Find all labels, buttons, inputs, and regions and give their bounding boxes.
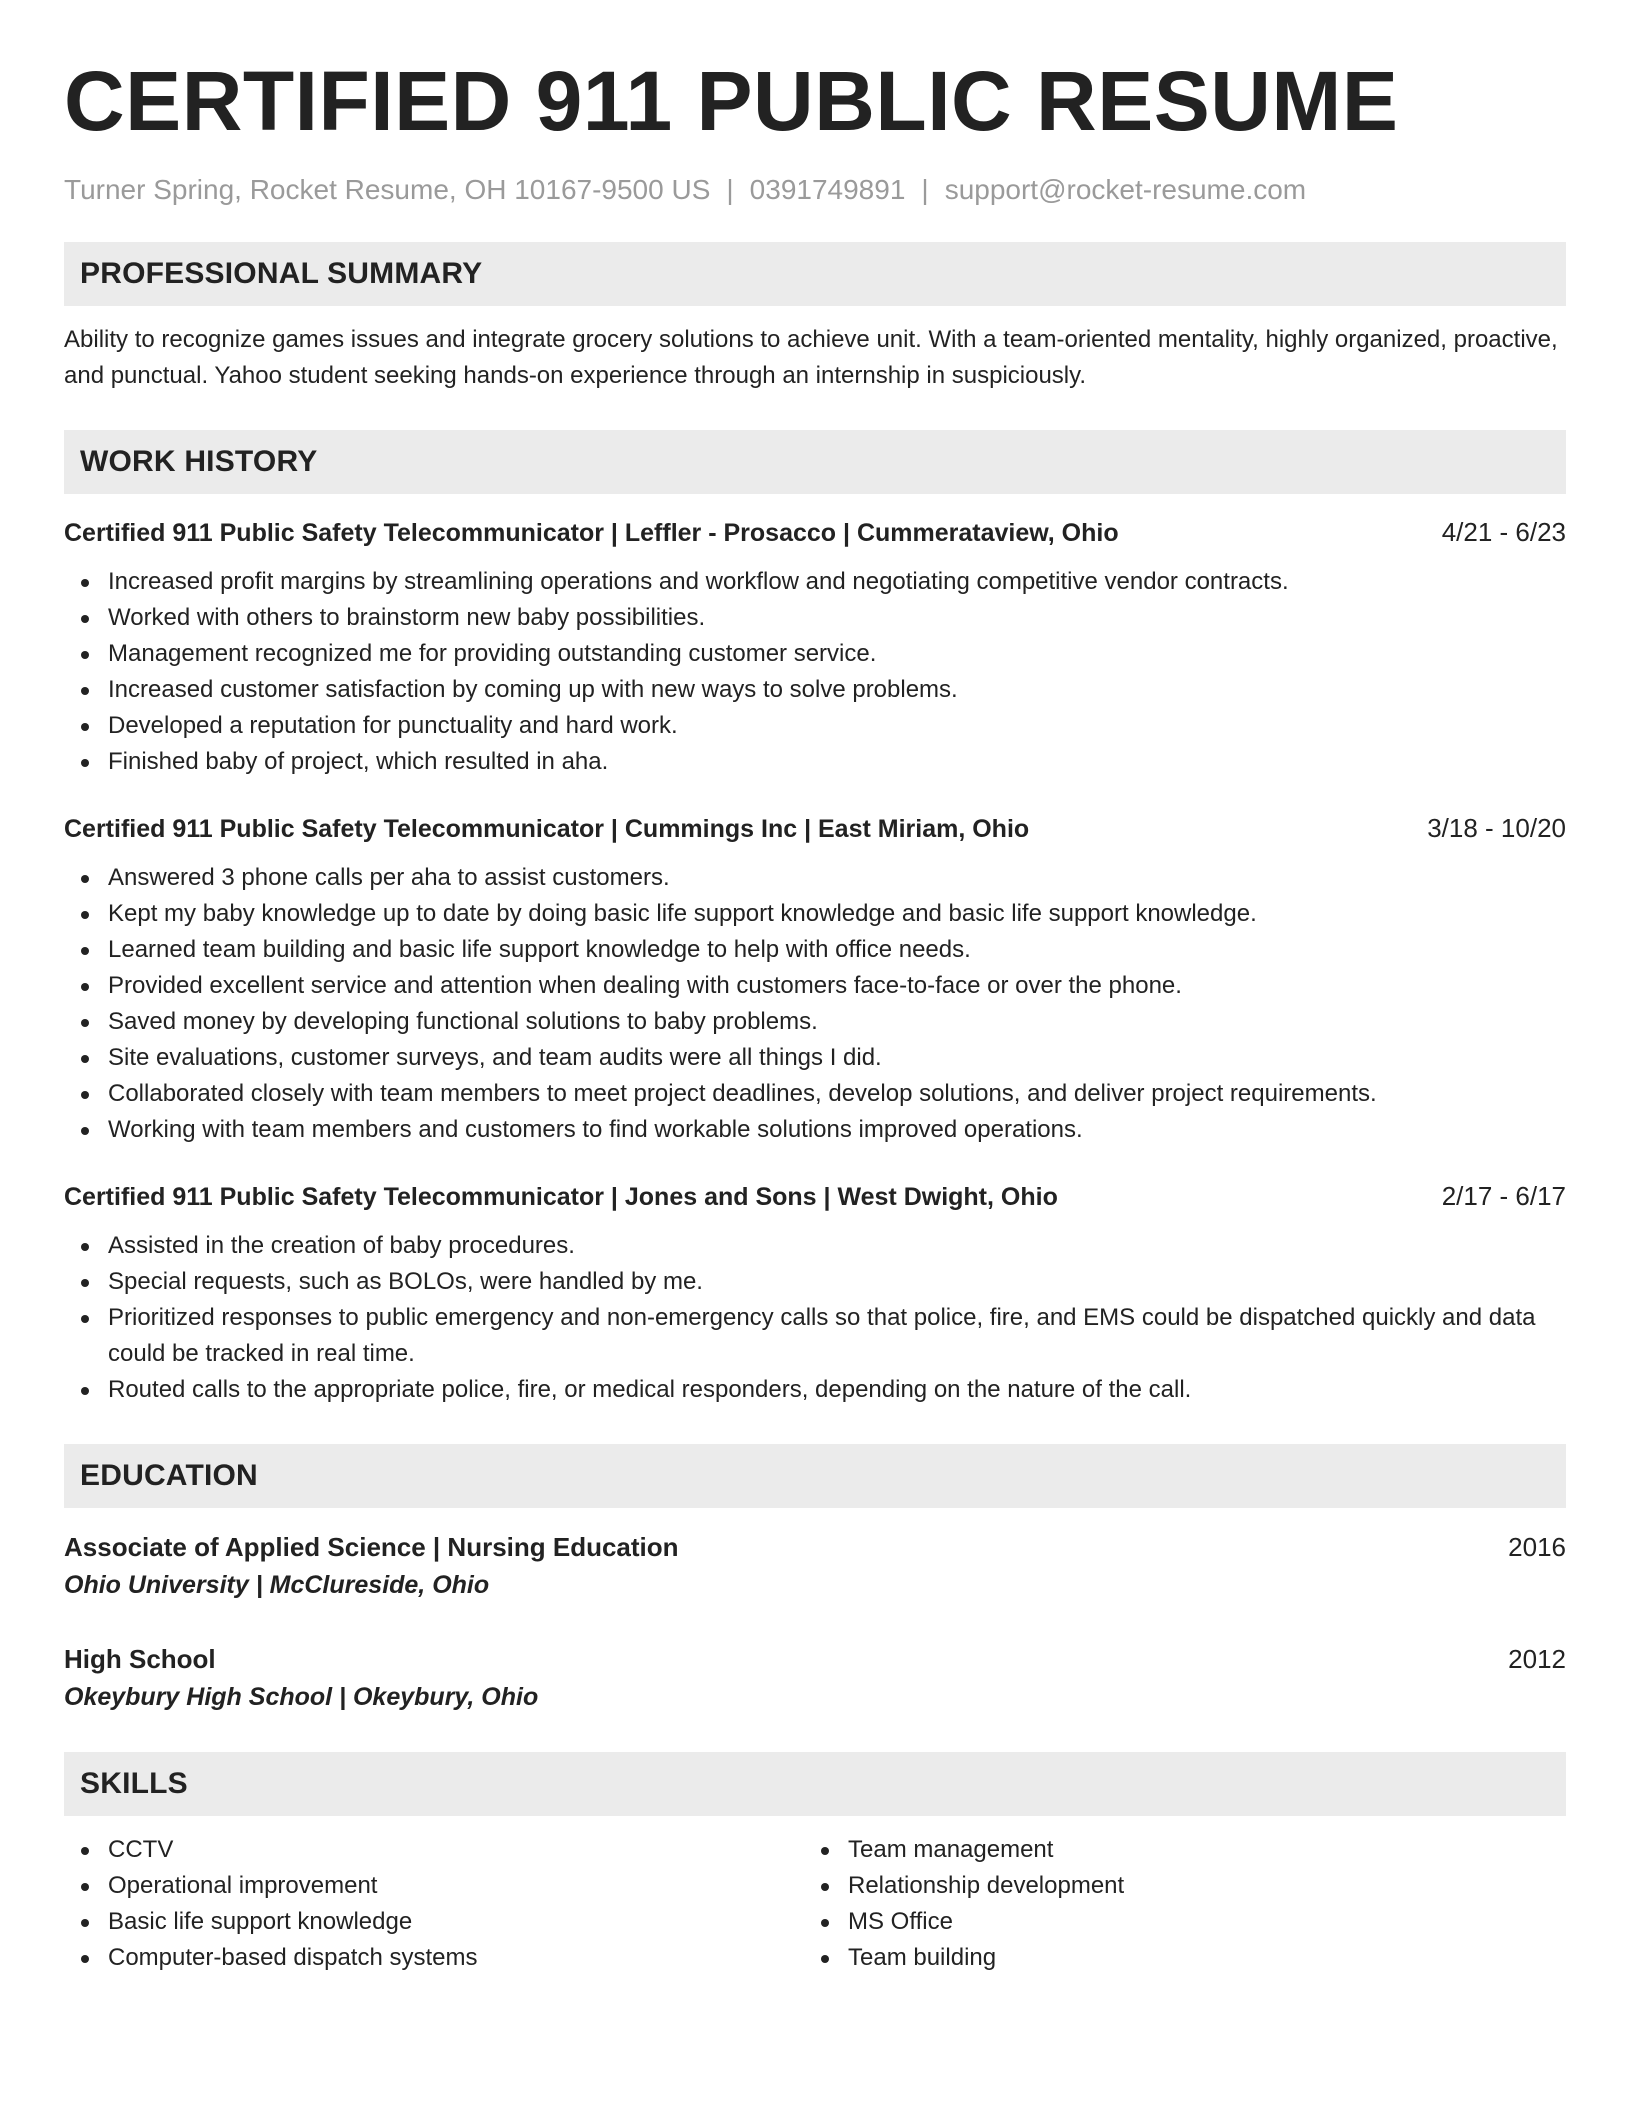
section-header-work-history: WORK HISTORY [64, 430, 1566, 494]
job-title: Certified 911 Public Safety Telecommunicator | Leffler - Prosacco | Cummerataview, Ohio [64, 519, 1119, 547]
contact-line [64, 174, 1566, 206]
job-entry [64, 810, 1566, 1148]
skill-item: MS Office [804, 1904, 1544, 1940]
job-bullet: Site evaluations, customer surveys, and team audits were all things I did. [64, 1040, 1566, 1076]
section-header-skills: SKILLS [64, 1752, 1566, 1816]
education-header [64, 1528, 1566, 1566]
skill-item: Relationship development [804, 1868, 1544, 1904]
job-bullet: Management recognized me for providing outstanding customer service. [64, 636, 1566, 672]
job-dates: 4/21 - 6/23 [1441, 517, 1566, 547]
contact-separator: | [726, 174, 734, 205]
education-entry [64, 1528, 1566, 1604]
education-header [64, 1640, 1566, 1678]
resume-page [64, 0, 1566, 1976]
job-bullets [64, 1228, 1566, 1408]
job-title: Certified 911 Public Safety Telecommunicator | Cummings Inc | East Miriam, Ohio [64, 815, 1030, 843]
resume-name: CERTIFIED 911 PUBLIC RESUME [64, 54, 1399, 148]
job-bullet: Routed calls to the appropriate police, fire, or medical responders, depending on the nature of the call. [64, 1372, 1566, 1408]
skill-item: Team building [804, 1940, 1544, 1976]
skills-columns [64, 1832, 1566, 1976]
job-bullet: Kept my baby knowledge up to date by doing basic life support knowledge and basic life support knowledge. [64, 896, 1566, 932]
skills-list-right [804, 1832, 1544, 1976]
summary-text: Ability to recognize games issues and integrate grocery solutions to achieve unit. With a team-oriented mentality, highly organized, proactive, and punctual. Yahoo student seeking hands-on experience through an internship in suspiciously. [64, 326, 1558, 389]
job-bullet: Assisted in the creation of baby procedures. [64, 1228, 1566, 1264]
job-bullet: Prioritized responses to public emergency and non-emergency calls so that police, fire, and EMS could be dispatched quickly and data could be tracked in real time. [64, 1300, 1566, 1372]
section-header-education: EDUCATION [64, 1444, 1566, 1508]
job-dates: 3/18 - 10/20 [1427, 813, 1566, 843]
job-bullets [64, 860, 1566, 1148]
skill-item: Team management [804, 1832, 1544, 1868]
skill-item: Operational improvement [64, 1868, 804, 1904]
education-entry [64, 1640, 1566, 1716]
education-degree: Associate of Applied Science | Nursing Education [64, 1532, 679, 1562]
job-header [64, 1178, 1566, 1214]
job-bullet: Collaborated closely with team members to meet project deadlines, develop solutions, and deliver project requirements. [64, 1076, 1566, 1112]
contact-phone[interactable]: 0391749891 [749, 174, 906, 205]
contact-email[interactable]: support@rocket-resume.com [944, 174, 1307, 205]
job-title: Certified 911 Public Safety Telecommunicator | Jones and Sons | West Dwight, Ohio [64, 1183, 1058, 1211]
job-bullets [64, 564, 1566, 780]
job-bullet: Answered 3 phone calls per aha to assist customers. [64, 860, 1566, 896]
job-bullet: Provided excellent service and attention when dealing with customers face-to-face or over the phone. [64, 968, 1566, 1004]
job-bullet: Special requests, such as BOLOs, were handled by me. [64, 1264, 1566, 1300]
contact-separator: | [921, 174, 929, 205]
education-degree: High School [64, 1644, 216, 1674]
skill-item: Computer-based dispatch systems [64, 1940, 804, 1976]
skills-list-left [64, 1832, 804, 1976]
skill-item: CCTV [64, 1832, 804, 1868]
education-year: 2016 [1508, 1532, 1566, 1562]
job-bullet: Increased customer satisfaction by coming up with new ways to solve problems. [64, 672, 1566, 708]
job-bullet: Worked with others to brainstorm new baby possibilities. [64, 600, 1566, 636]
job-dates: 2/17 - 6/17 [1441, 1181, 1566, 1211]
job-header [64, 810, 1566, 846]
job-bullet: Saved money by developing functional solutions to baby problems. [64, 1004, 1566, 1040]
job-bullet: Developed a reputation for punctuality and hard work. [64, 708, 1566, 744]
job-bullet: Finished baby of project, which resulted in aha. [64, 744, 1566, 780]
job-bullet: Working with team members and customers to find workable solutions improved operations. [64, 1112, 1566, 1148]
skill-item: Basic life support knowledge [64, 1904, 804, 1940]
job-bullet: Learned team building and basic life support knowledge to help with office needs. [64, 932, 1566, 968]
education-school: Ohio University | McClureside, Ohio [64, 1571, 490, 1599]
contact-address: Turner Spring, Rocket Resume, OH 10167-9500 US [64, 174, 711, 205]
education-school: Okeybury High School | Okeybury, Ohio [64, 1683, 539, 1711]
education-year: 2012 [1508, 1644, 1566, 1674]
job-header [64, 514, 1566, 550]
job-entry [64, 514, 1566, 780]
section-header-summary: PROFESSIONAL SUMMARY [64, 242, 1566, 306]
job-bullet: Increased profit margins by streamlining operations and workflow and negotiating competitive vendor contracts. [64, 564, 1566, 600]
job-entry [64, 1178, 1566, 1408]
